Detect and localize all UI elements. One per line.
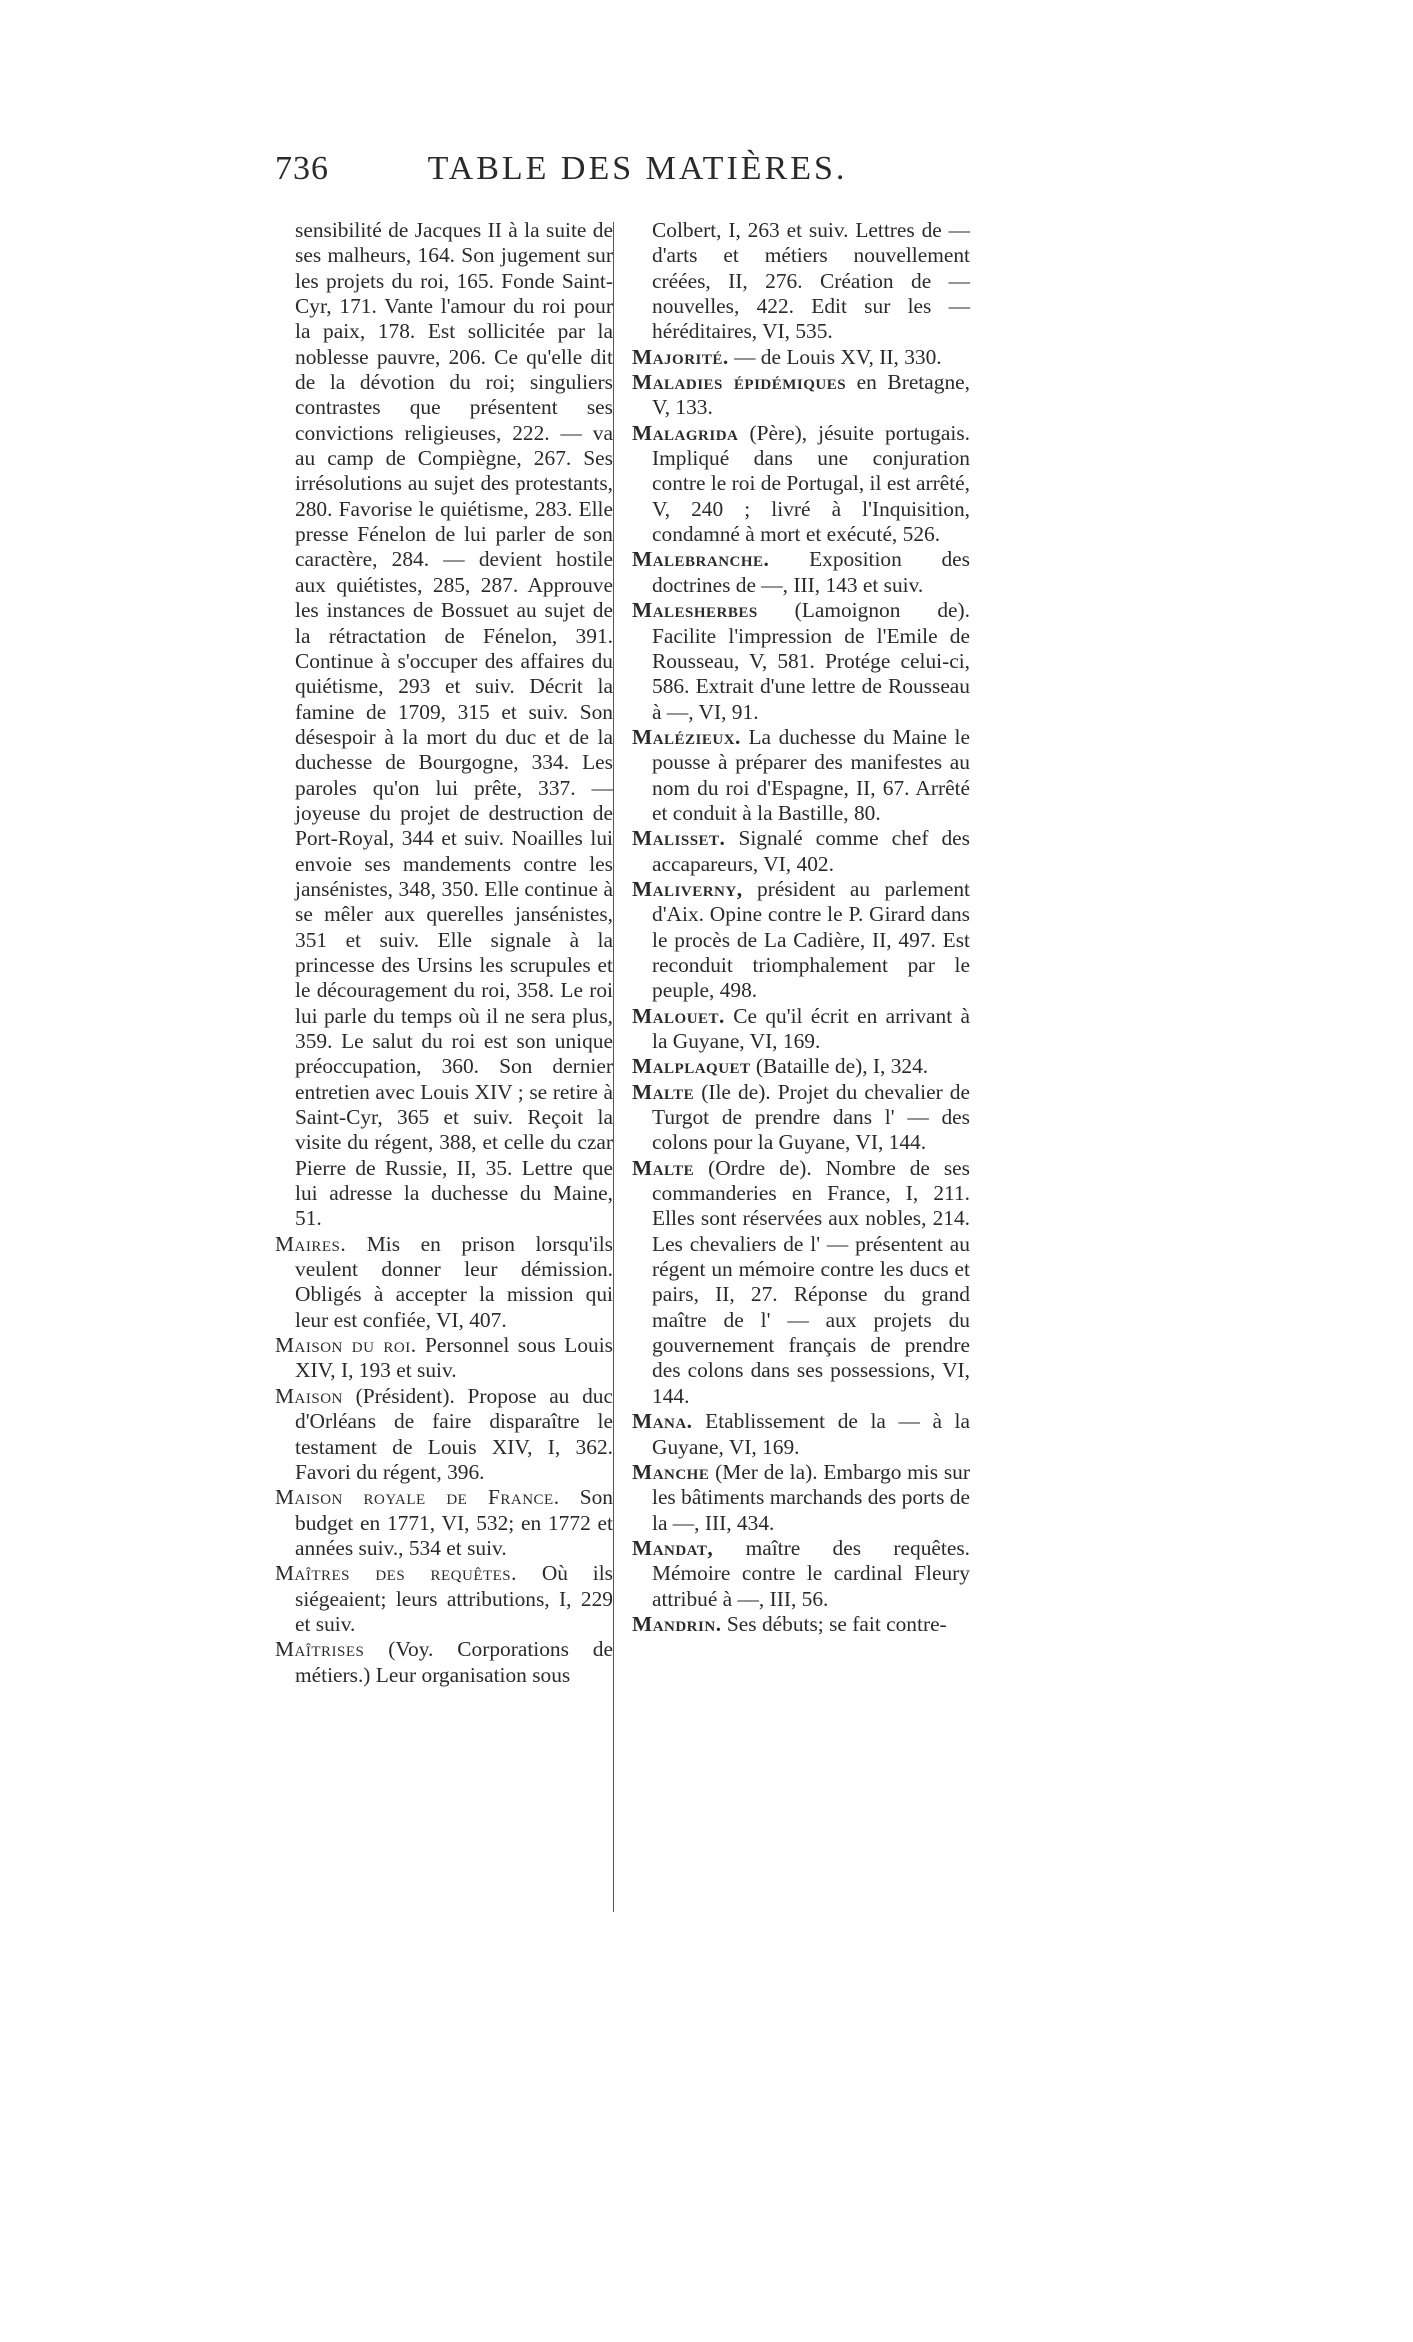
entry-body: (Mer de la). Embargo mis sur les bâtiments marchands des ports de la —, III, 434. [652,1459,970,1535]
entry-head: Malézieux. [632,724,741,749]
entry-head: Malagrida [632,420,739,445]
entry-head: Manche [632,1459,710,1484]
entry-body: Personnel sous Louis XIV, I, 193 et suiv. [295,1333,613,1383]
index-entry [275,1561,613,1637]
index-entry [632,218,970,345]
entry-head: Maison [275,1383,343,1408]
index-entry [632,1536,970,1612]
entry-body: Ses débuts; se fait contre- [721,1611,947,1636]
entry-body: — de Louis XV, II, 330. [728,344,942,369]
entry-head: Maladies épidémiques [632,370,847,395]
entry-body: Signalé comme chef des accapareurs, VI, 402. [652,826,970,876]
index-entry [275,218,613,1232]
entry-head: Maison royale de France. [275,1485,560,1510]
index-entry [275,1637,613,1688]
entry-body: (Voy. Corporations de métiers.) Leur organisation sous [295,1637,613,1687]
entry-head: Maîtrises [275,1637,365,1662]
index-entry [632,725,970,826]
entry-body: Son budget en 1771, VI, 532; en 1772 et années suiv., 534 et suiv. [295,1485,614,1560]
entry-body: maître des requêtes. Mémoire contre le cardinal Fleury attribué à —, III, 56. [652,1535,970,1611]
entry-body: (Bataille de), I, 324. [750,1054,929,1079]
entry-body: (Ordre de). Nombre de ses commanderies en France, I, 211. Elles sont réservées aux nobles, 214. Les chevaliers de l' — présentent au régent un mémoire contre les ducs et pairs, II, 27. Réponse du grand maître de l' — aux projets du gouvernement français de prendre des colons dans ses possessions, VI, 144. [652,1155,970,1408]
index-entry [632,598,970,725]
entry-head: Malte [632,1155,695,1180]
entry-head: Malebranche. [632,547,770,572]
index-entry [632,547,970,598]
entry-head: Malplaquet [632,1054,751,1079]
index-entry [632,826,970,877]
index-entry [275,1232,613,1333]
index-entry [632,1409,970,1460]
index-entry [275,1384,613,1485]
entry-body: (Président). Propose au duc d'Orléans de faire disparaître le testament de Louis XIV, I, 362. Favori du régent, 396. [295,1383,613,1484]
index-entry [632,421,970,548]
page-header [275,150,1000,200]
page-number: 736 [275,150,329,187]
entry-head: Maîtres des requêtes. [275,1561,517,1586]
entry-head: Mandrin. [632,1611,722,1636]
index-entry [632,877,970,1004]
right-column [632,218,970,1637]
index-entry [632,1080,970,1156]
entry-body: président au parlement d'Aix. Opine contre le P. Girard dans le procès de La Cadière, II, 497. Est reconduit triomphalement par le peuple, 498. [652,876,970,1003]
index-entry [275,1485,613,1561]
entry-body: Exposition des doctrines de —, III, 143 et suiv. [652,547,970,597]
entry-body: Ce qu'il écrit en arrivant à la Guyane, VI, 169. [652,1003,970,1053]
entry-head: Mana. [632,1409,693,1434]
entry-head: Maliverny, [632,876,743,901]
entry-body: Mis en prison lorsqu'ils veulent donner leur démission. Obligés à accepter la mission qui leur est confiée, VI, 407. [295,1231,613,1332]
entry-head: Maires. [275,1231,347,1256]
index-entry [632,345,970,370]
entry-body: (Père), jésuite portugais. Impliqué dans une conjuration contre le roi de Portugal, il est arrêté, V, 240 ; livré à l'Inquisition, condamné à mort et exécuté, 526. [652,420,970,547]
index-entry [632,1460,970,1536]
entry-body: Etablissement de la — à la Guyane, VI, 169. [652,1409,970,1459]
entry-body: (Ile de). Projet du chevalier de Turgot de prendre dans l' — des colons pour la Guyane, VI, 144. [652,1079,970,1155]
entry-body: Colbert, I, 263 et suiv. Lettres de — d'arts et métiers nouvellement créées, II, 276. Création de — nouvelles, 422. Edit sur les — héréditaires, VI, 535. [652,218,970,344]
entry-head: Maison du roi. [275,1333,417,1358]
index-entry [632,1004,970,1055]
entry-body: La duchesse du Maine le pousse à préparer des manifestes au nom du roi d'Espagne, II, 67. Arrêté et conduit à la Bastille, 80. [652,724,970,825]
index-entry [632,1054,970,1079]
entry-head: Majorité. [632,344,729,369]
entry-head: Malouet. [632,1003,725,1028]
running-title: TABLE DES MATIÈRES. [427,150,848,187]
entry-head: Malesherbes [632,598,758,623]
index-entry [632,1612,970,1637]
entry-head: Malte [632,1079,695,1104]
entry-body: (Lamoignon de). Facilite l'impression de l'Emile de Rousseau, V, 581. Protége celui-ci, 586. Extrait d'une lettre de Rousseau à —, VI, 91. [652,598,970,724]
entry-body: en Bretagne, V, 133. [652,370,970,420]
entry-head: Mandat, [632,1535,714,1560]
index-entry [632,370,970,421]
index-entry [275,1333,613,1384]
column-divider [613,222,614,1912]
entry-body: sensibilité de Jacques II à la suite de ses malheurs, 164. Son jugement sur les projets du roi, 165. Fonde Saint-Cyr, 171. Vante l'amour du roi pour la paix, 178. Est sollicitée par la noblesse pauvre, 206. Ce qu'elle dit de la dévotion du roi; singuliers contrastes que présentent ses convictions religieuses, 222. — va au camp de Compiègne, 267. Ses irrésolutions au sujet des protestants, 280. Favorise le quiétisme, 283. Elle presse Fénelon de lui parler de son caractère, 284. — devient hostile aux quiétistes, 285, 287. Approuve les instances de Bossuet au sujet de la rétractation de Fénelon, 391. Continue à s'occuper des affaires du quiétisme, 293 et suiv. Décrit la famine de 1709, 315 et suiv. Son désespoir à la mort du duc et de la duchesse de Bourgogne, 334. Les paroles qu'on lui prête, 337. — joyeuse du projet de destruction de Port-Royal, 344 et suiv. Noailles lui envoie ses mandements contre les jansénistes, 348, 350. Elle continue à se mêler aux querelles jansénistes, 351 et suiv. Elle signale à la princesse des Ursins les scrupules et le découragement du roi, 358. Le roi lui parle du temps où il ne sera plus, 359. Le salut du roi est son unique préoccupation, 360. Son dernier entretien avec Louis XIV ; se retire à Saint-Cyr, 365 et suiv. Reçoit la visite du régent, 388, et celle du czar Pierre de Russie, II, 35. Lettre que lui adresse la duchesse du Maine, 51. [295,218,613,1231]
entry-head: Malisset. [632,826,726,851]
entry-body: Où ils siégeaient; leurs attributions, I, 229 et suiv. [295,1561,613,1636]
index-entry [632,1156,970,1409]
left-column [275,218,613,1688]
